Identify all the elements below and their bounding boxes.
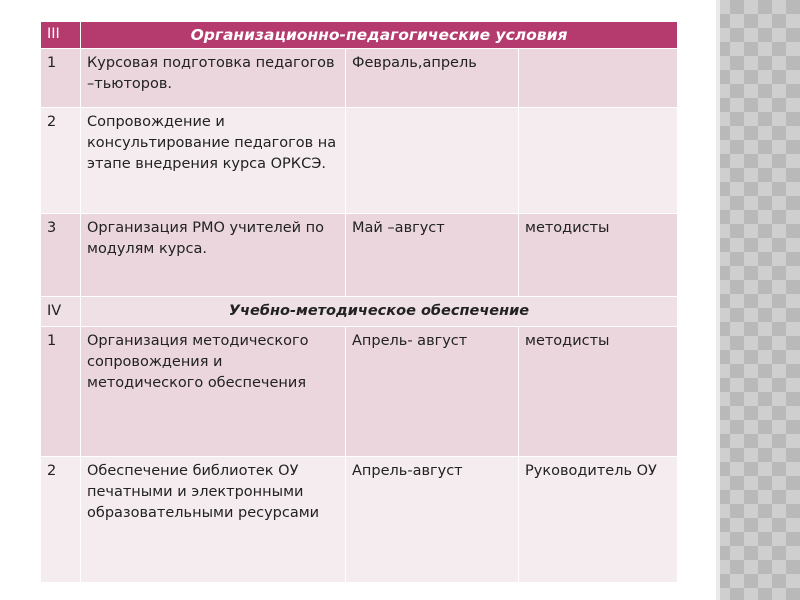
responsible-cell <box>519 49 678 108</box>
table-row <box>41 214 678 297</box>
side-diamond-pattern-icon <box>716 0 800 600</box>
period-cell: Февраль,апрель <box>346 49 519 108</box>
task-cell: Обеспечение библиотек ОУ печатными и электронными образовательными ресурсами <box>81 457 346 583</box>
period-cell: Апрель-август <box>346 457 519 583</box>
section-number: IV <box>41 297 81 327</box>
responsible-cell: методисты <box>519 214 678 297</box>
period-cell <box>346 108 519 214</box>
responsible-cell: методисты <box>519 327 678 457</box>
row-number: 2 <box>41 108 81 214</box>
task-cell: Курсовая подготовка педагогов –тьюторов. <box>81 49 346 108</box>
task-cell: Организация методического сопровождения и методического обеспечения <box>81 327 346 457</box>
period-cell: Май –август <box>346 214 519 297</box>
task-cell: Организация РМО учителей по модулям курса. <box>81 214 346 297</box>
table-row <box>41 457 678 583</box>
task-cell: Сопровождение и консультирование педагогов на этапе внедрения курса ОРКСЭ. <box>81 108 346 214</box>
section-title: Организационно-педагогические условия <box>81 22 678 49</box>
table-row <box>41 108 678 214</box>
table-row <box>41 49 678 108</box>
table-row <box>41 327 678 457</box>
plan-table <box>40 21 678 583</box>
section-header-row <box>41 297 678 327</box>
row-number: 1 <box>41 49 81 108</box>
section-header-row <box>41 22 678 49</box>
row-number: 1 <box>41 327 81 457</box>
responsible-cell: Руководитель ОУ <box>519 457 678 583</box>
row-number: 3 <box>41 214 81 297</box>
section-number: III <box>41 22 81 49</box>
responsible-cell <box>519 108 678 214</box>
section-title: Учебно-методическое обеспечение <box>81 297 678 327</box>
row-number: 2 <box>41 457 81 583</box>
period-cell: Апрель- август <box>346 327 519 457</box>
